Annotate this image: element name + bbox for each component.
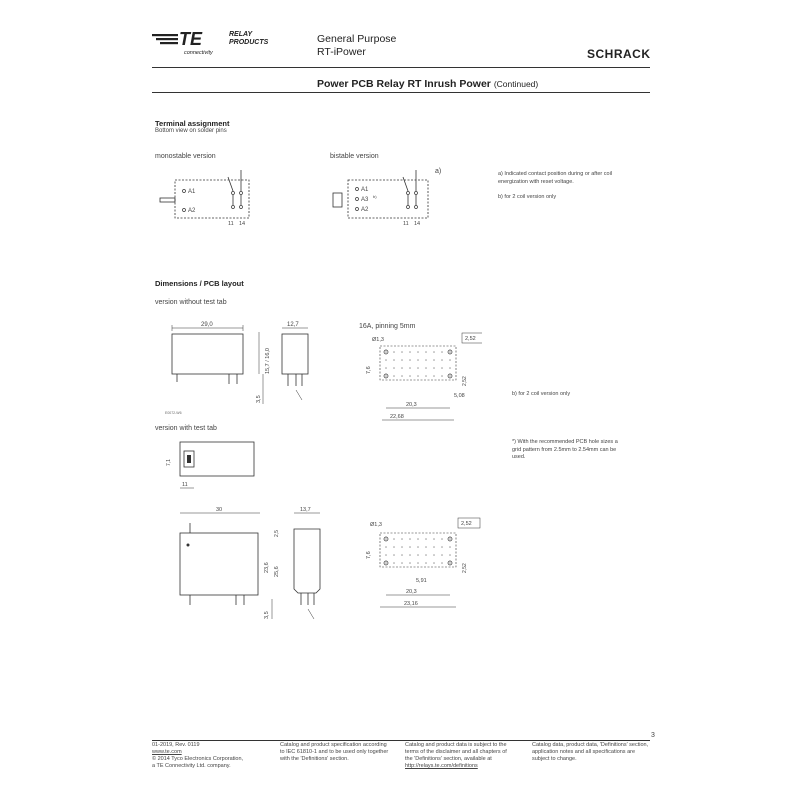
- footer-company: a TE Connectivity Ltd. company.: [152, 763, 231, 769]
- bi-label: bistable version: [330, 153, 379, 160]
- dim-3-5-b: 3,5: [264, 611, 270, 619]
- pcb2-d-2-52-v: 2,52: [462, 563, 468, 573]
- dim-7-1: 7,1: [166, 459, 172, 466]
- header-category: [317, 33, 396, 59]
- pcb1-d-7-6: 7,6: [366, 366, 372, 374]
- dim-note-b: b) for 2 coil version only: [512, 391, 571, 397]
- footer-col4-line3: subject to change.: [532, 756, 577, 762]
- footer-col3-line3: the 'Definitions' section, available at: [405, 756, 492, 762]
- drawing-number: E0072-W6: [165, 411, 182, 415]
- terminal-subheading: Bottom view on solder pins: [155, 128, 227, 134]
- pcb2-d-13: Ø1,3: [370, 522, 382, 528]
- version2-label: version with test tab: [155, 425, 217, 432]
- dim-25-6: 25,6: [274, 566, 280, 577]
- note-marker: a): [435, 168, 442, 175]
- dim-note-star: *) With the recommended PCB hole sizes a grid pattern from 2.5mm to 2.54mm can be used.: [512, 439, 618, 460]
- footer-col3-line1: Catalog and product data is subject to the: [405, 742, 507, 748]
- pin-a2: A2: [188, 208, 196, 214]
- footer-date: 01-2019, Rev. 0119: [152, 742, 200, 748]
- footer-col-3: [405, 742, 525, 770]
- terminal-note-a: a) Indicated contact position during or after coil energization with reset voltage.: [498, 171, 613, 185]
- header-line1: General Purpose: [317, 33, 397, 45]
- terminal-heading: Terminal assignment: [155, 119, 230, 128]
- dim-13-7: 13,7: [300, 507, 311, 513]
- pcb2-d-7-6: 7,6: [366, 551, 372, 559]
- footer-definitions-link[interactable]: http://relays.te.com/definitions: [405, 763, 478, 769]
- relay-tab-side-view: [290, 505, 330, 625]
- pin-bi-a2: A2: [361, 207, 369, 213]
- bistable-diagram: [328, 165, 438, 230]
- footer-divider: [152, 740, 650, 741]
- schrack-brand: SCHRACK: [587, 47, 651, 61]
- dim-2-5: 2,5: [274, 530, 280, 537]
- pcb2-grid: [385, 538, 451, 564]
- te-logo-icon: [152, 26, 222, 60]
- relay-tab-height-dims: [260, 515, 290, 625]
- dim-29: 29,0: [201, 322, 213, 328]
- title-continued: (Continued): [493, 79, 539, 89]
- dimensions-heading: Dimensions / PCB layout: [155, 279, 244, 288]
- pcb2-d-5-91: 5,91: [416, 578, 427, 584]
- footer-col3-line2: terms of the disclaimer and all chapters of: [405, 749, 507, 755]
- dim-30: 30: [216, 507, 223, 513]
- footer-col-1: [152, 742, 267, 770]
- terminal-notes: [498, 171, 638, 202]
- pcb1-d-13: Ø1,3: [372, 337, 384, 343]
- pcb-layout-2: [362, 515, 482, 610]
- relay-height-dim: [255, 330, 277, 380]
- dim-3-5: 3,5: [256, 395, 262, 403]
- logo-sub: connectivity: [184, 50, 213, 56]
- footer-col2-line1: Catalog and product specification according: [280, 742, 387, 748]
- te-logo: [152, 26, 222, 60]
- logo-text: TE: [179, 29, 203, 49]
- relay-word: RELAY: [229, 31, 253, 38]
- footer-website-link[interactable]: www.te.com: [152, 749, 182, 755]
- footer-col2-line3: with the 'Definitions' section.: [280, 756, 349, 762]
- pcb1-d-20-3: 20,3: [406, 402, 417, 408]
- products-word: PRODUCTS: [229, 39, 269, 46]
- mono-label: monostable version: [155, 153, 216, 160]
- pcb-layout-1: [362, 330, 482, 425]
- pin-bi-11: 11: [403, 221, 409, 227]
- title-main: Power PCB Relay RT Inrush Power: [317, 78, 491, 90]
- title-divider: [152, 92, 650, 93]
- pcb1-d-2-52-v: 2,52: [462, 376, 468, 386]
- footer-col4-line2: application notes and all specifications are: [532, 749, 636, 755]
- footer-col-2: [280, 742, 398, 763]
- footer-col2-line2: to IEC 61810-1 and to be used only together: [280, 749, 389, 755]
- footer-copyright: © 2014 Tyco Electronics Corporation,: [152, 756, 244, 762]
- pcb1-d-2-52: 2,52: [465, 336, 476, 342]
- footer-col-4: [532, 742, 652, 763]
- monostable-diagram: [155, 165, 265, 230]
- pin-bi-a3-sup: b): [373, 194, 377, 199]
- pcb1-d-22-68: 22,68: [390, 414, 404, 420]
- pin-a1: A1: [188, 189, 196, 195]
- dim-23-6: 23,6: [264, 562, 270, 573]
- page-title: [317, 78, 538, 90]
- terminal-note-b: b) for 2 coil version only: [498, 194, 557, 200]
- pcb2-d-20-3: 20,3: [406, 589, 417, 595]
- page-number: 3: [651, 732, 655, 739]
- pcb1-d-5-08: 5,08: [454, 393, 465, 399]
- pin-bi-a3: A3: [361, 197, 369, 203]
- pin-14: 14: [239, 221, 246, 227]
- pcb2-d-23-16: 23,16: [404, 601, 418, 607]
- dim-12-7: 12,7: [287, 322, 299, 328]
- pcb2-d-2-52: 2,52: [461, 521, 472, 527]
- relay-tab-top-view: [160, 436, 260, 496]
- footer-col4-line1: Catalog data, product data, 'Definitions' section,: [532, 742, 649, 748]
- dim-height: 15,7 / 16,0: [265, 348, 271, 374]
- pinning-label: 16A, pinning 5mm: [359, 323, 416, 330]
- relay-side-view: [278, 318, 323, 408]
- pin-bi-14: 14: [414, 221, 421, 227]
- header-divider: [152, 67, 650, 68]
- header-line2: RT-iPower: [317, 46, 366, 58]
- relay-products-label: [229, 31, 268, 47]
- pin-11: 11: [228, 221, 234, 227]
- version1-label: version without test tab: [155, 299, 227, 306]
- pcb1-grid: [385, 351, 451, 377]
- dim-11: 11: [182, 482, 188, 488]
- pin-bi-a1: A1: [361, 187, 369, 193]
